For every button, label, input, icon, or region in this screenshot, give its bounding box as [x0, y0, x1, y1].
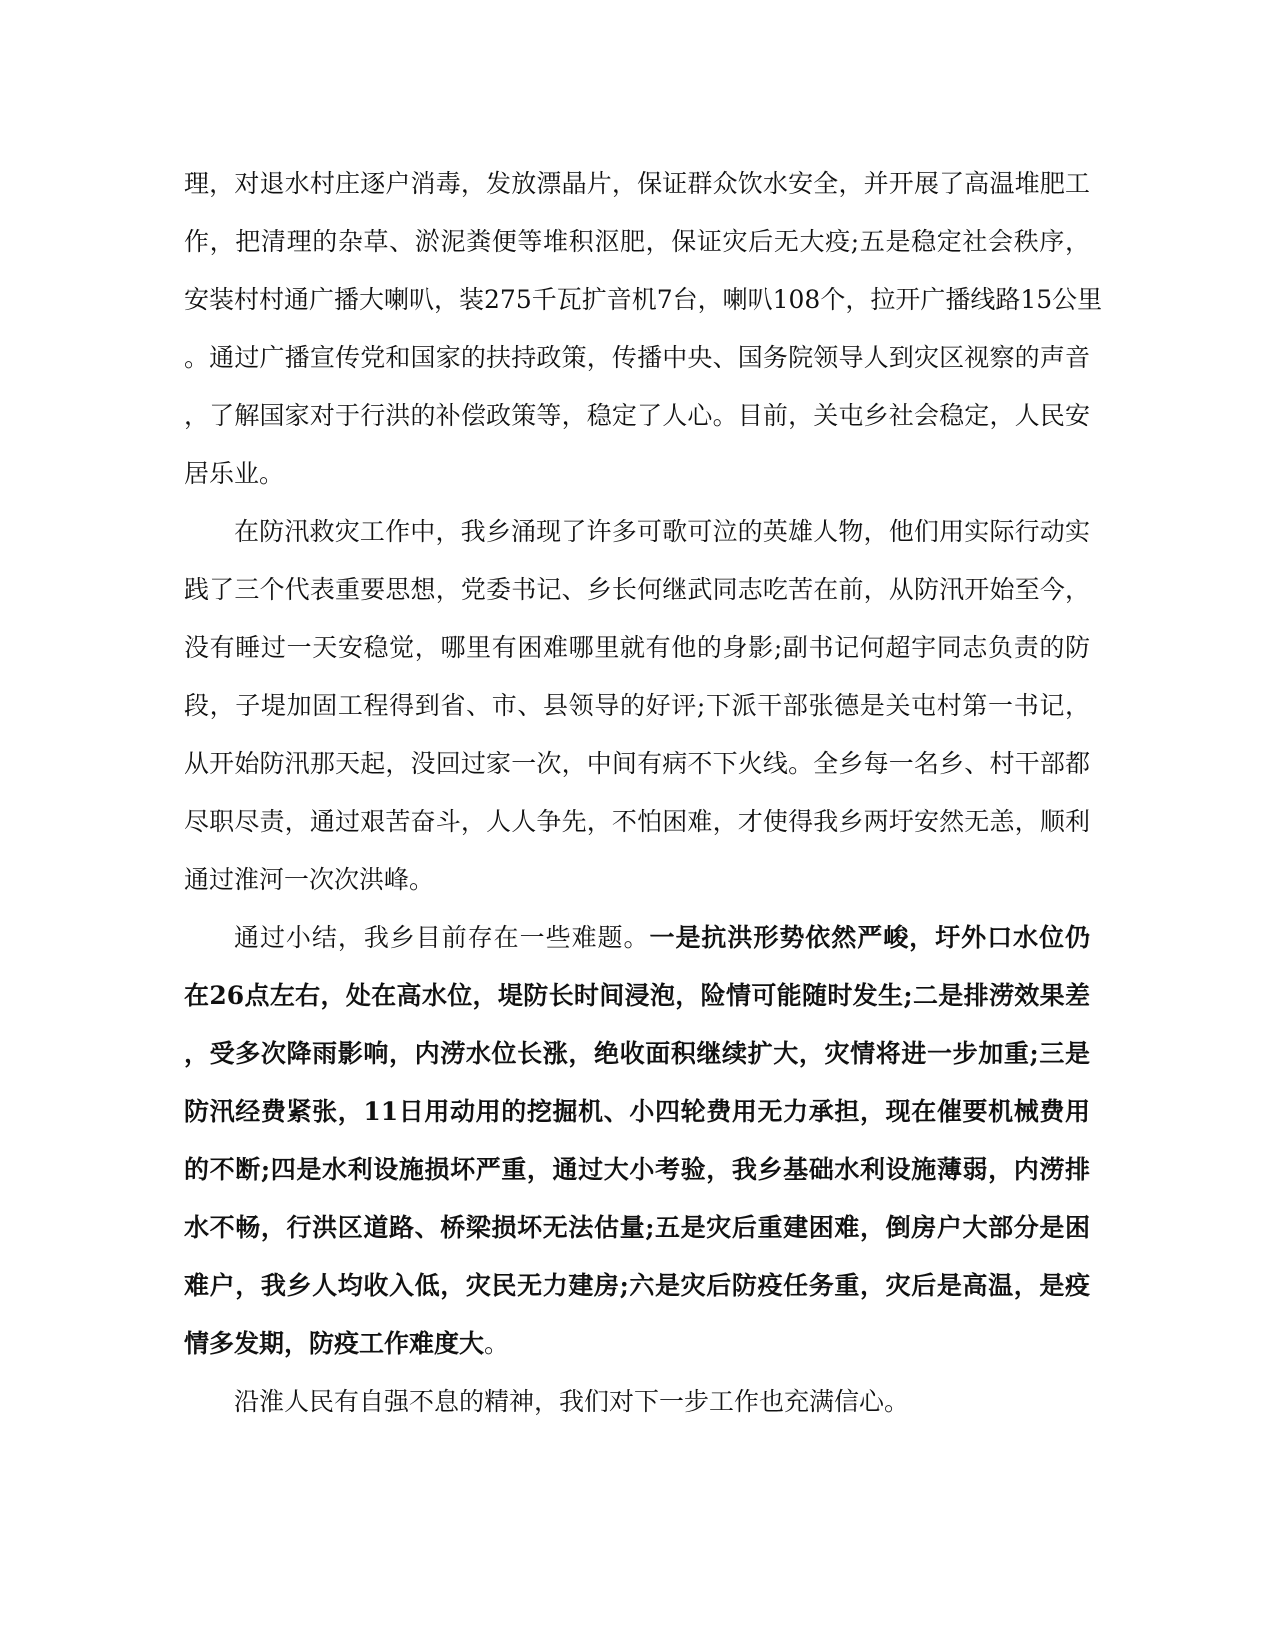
text-line-22: 沿淮人民有自强不息的精神，我们对下一步工作也充满信心。	[234, 1387, 910, 1416]
text-line-11: 从开始防汛那天起，没回过家一次，中间有病不下火线。全乡每一名乡、村干部都	[184, 749, 1090, 778]
text-line-19: 水不畅，行洪区道路、桥梁损坏无法估量;五是灾后重建困难，倒房户大部分是困	[184, 1213, 1090, 1242]
text-line-13: 通过淮河一次次洪峰。	[184, 865, 435, 894]
text-line-20: 难户，我乡人均收入低，灾民无力建房;六是灾后防疫任务重，灾后是高温，是疫	[184, 1271, 1090, 1300]
text-line-9: 没有睡过一天安稳觉，哪里有困难哪里就有他的身影;副书记何超宇同志负责的防	[184, 633, 1090, 662]
text-line-17: 防汛经费紧张，11日用动用的挖掘机、小四轮费用无力承担，现在催要机械费用	[184, 1097, 1090, 1126]
document-body	[184, 155, 1103, 1431]
text-line-21-plain: 。	[484, 1329, 510, 1358]
text-line-21-bold: 情多发期，防疫工作难度大	[184, 1329, 485, 1358]
text-line-3: 安装村村通广播大喇叭，装275千瓦扩音机7台，喇叭108个，拉开广播线路15公里	[184, 285, 1103, 314]
text-line-18: 的不断;四是水利设施损坏严重，通过大小考验，我乡基础水利设施薄弱，内涝排	[184, 1155, 1090, 1184]
text-line-5: ，了解国家对于行洪的补偿政策等，稳定了人心。目前，关屯乡社会稳定，人民安	[184, 401, 1090, 430]
text-line-15: 在26点左右，处在高水位，堤防长时间浸泡，险情可能随时发生;二是排涝效果差	[184, 981, 1090, 1010]
text-line-21	[184, 1315, 1090, 1373]
text-line-14-plain: 通过小结，我乡目前存在一些难题。	[234, 923, 650, 952]
text-line-2: 作，把清理的杂草、淤泥粪便等堆积沤肥，保证灾后无大疫;五是稳定社会秩序，	[184, 227, 1090, 256]
text-line-7: 在防汛救灾工作中，我乡涌现了许多可歌可泣的英雄人物，他们用实际行动实	[234, 517, 1090, 546]
text-line-8: 践了三个代表重要思想，党委书记、乡长何继武同志吃苦在前，从防汛开始至今，	[184, 575, 1090, 604]
text-line-4: 。通过广播宣传党和国家的扶持政策，传播中央、国务院领导人到灾区视察的声音	[184, 343, 1090, 372]
text-line-1: 理，对退水村庄逐户消毒，发放漂晶片，保证群众饮水安全，并开展了高温堆肥工	[184, 169, 1090, 198]
text-line-16: ，受多次降雨影响，内涝水位长涨，绝收面积继续扩大，灾情将进一步加重;三是	[184, 1039, 1090, 1068]
text-line-14	[184, 909, 1090, 967]
text-line-6: 居乐业。	[184, 459, 285, 488]
text-line-12: 尽职尽责，通过艰苦奋斗，人人争先，不怕困难，才使得我乡两圩安然无恙，顺利	[184, 807, 1090, 836]
text-line-14-bold: 一是抗洪形势依然严峻，圩外口水位仍	[649, 923, 1090, 952]
text-line-10: 段，子堤加固工程得到省、市、县领导的好评;下派干部张德是关屯村第一书记，	[184, 691, 1090, 720]
